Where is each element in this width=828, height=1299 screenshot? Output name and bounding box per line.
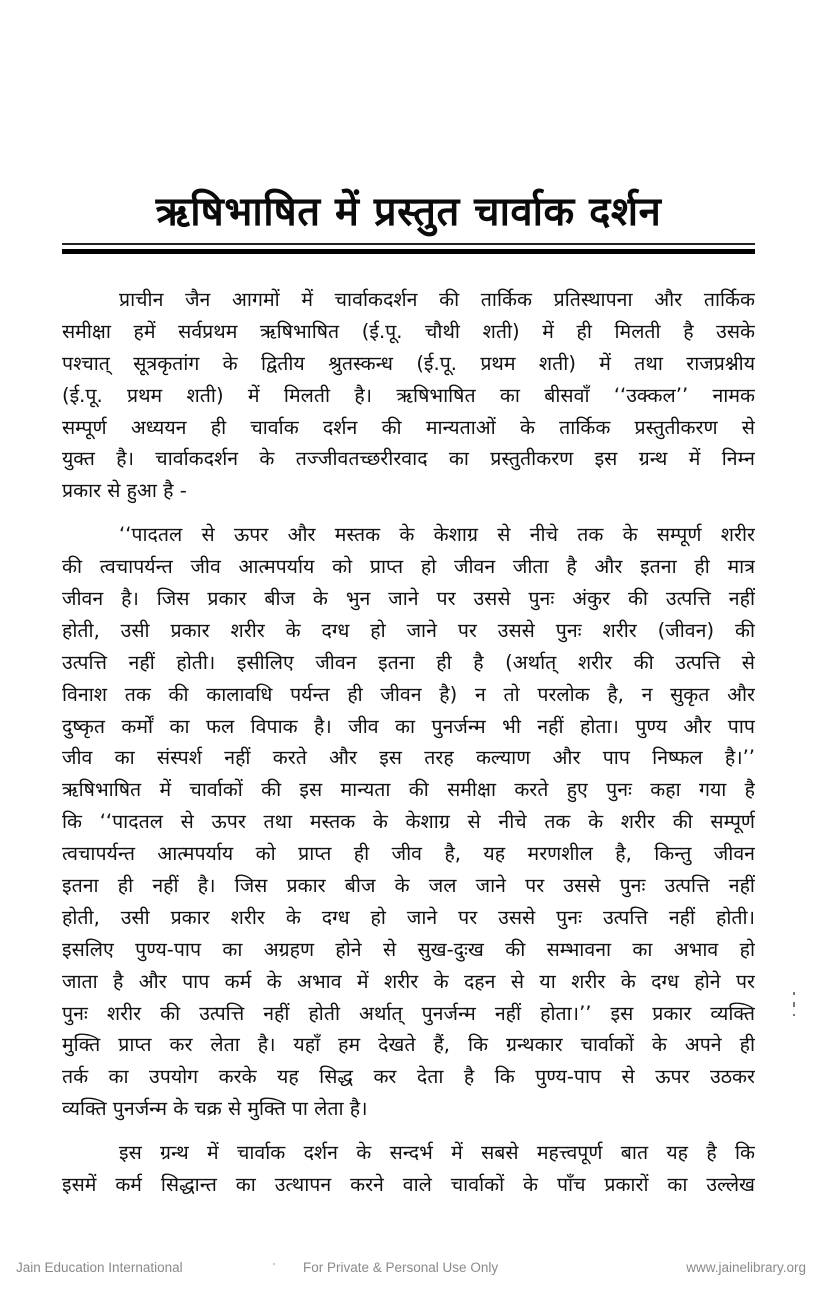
body-text bbox=[62, 284, 755, 1201]
text-line: पश्चात् सूत्रकृतांग के द्वितीय श्रुतस्कन्ध (ई.पू. प्रथम शती) में तथा राजप्रश्नीय bbox=[62, 351, 755, 375]
text-line: (ई.पू. प्रथम शती) में मिलती है। ऋषिभाषित का बीसवाँ ‘‘उक्कल’’ नामक bbox=[62, 383, 755, 407]
footer-separator-mark: ' bbox=[273, 1262, 275, 1273]
page-title: ऋषिभाषित में प्रस्तुत चार्वाक दर्शन bbox=[155, 189, 662, 235]
text-line: विनाश तक की कालावधि पर्यन्त ही जीवन है) न तो परलोक है, न सुकृत और bbox=[62, 682, 755, 706]
text-line: उत्पत्ति नहीं होती। इसीलिए जीवन इतना ही है (अर्थात् शरीर की उत्पत्ति से bbox=[62, 650, 755, 674]
text-line: पुनः शरीर की उत्पत्ति नहीं होती अर्थात् पुनर्जन्म नहीं होता।’’ इस प्रकार व्यक्ति bbox=[62, 1001, 755, 1025]
paragraph-gap bbox=[62, 1125, 755, 1137]
paragraph-gap bbox=[62, 507, 755, 519]
text-line: समीक्षा हमें सर्वप्रथम ऋषिभाषित (ई.पू. चौथी शती) में ही मिलती है उसके bbox=[62, 319, 755, 343]
text-line: इतना ही नहीं है। जिस प्रकार बीज के जल जाने पर उससे पुनः उत्पत्ति नहीं bbox=[62, 874, 755, 898]
text-line: कि ‘‘पादतल से ऊपर तथा मस्तक के केशाग्र से नीचे तक के शरीर की सम्पूर्ण bbox=[62, 810, 755, 834]
text-line: प्राचीन जैन आगमों में चार्वाकदर्शन की तार्किक प्रतिस्थापना और तार्किक bbox=[119, 288, 755, 311]
text-line: ऋषिभाषित में चार्वाकों की इस मान्यता की समीक्षा करते हुए पुनः कहा गया है bbox=[62, 778, 755, 802]
text-line: त्वचापर्यन्त आत्मपर्याय को प्राप्त ही जीव है, यह मरणशील है, किन्तु जीवन bbox=[62, 842, 755, 866]
paragraph-1 bbox=[62, 284, 755, 507]
text-line: जाता है और पाप कर्म के अभाव में शरीर के दहन से या शरीर के दग्ध होने पर bbox=[62, 969, 755, 993]
text-line: दुष्कृत कर्मों का फल विपाक है। जीव का पुनर्जन्म भी नहीं होता। पुण्य और पाप bbox=[62, 714, 755, 738]
margin-specks bbox=[791, 992, 797, 1022]
text-line: मुक्ति प्राप्त कर लेता है। यहाँ हम देखते हैं, कि ग्रन्थकार चार्वाकों के अपने ही bbox=[62, 1033, 755, 1057]
text-line: की त्वचापर्यन्त जीव आत्मपर्याय को प्राप्त हो जीवन जीता है और इतना ही मात्र bbox=[62, 555, 755, 579]
title-rule-thin bbox=[62, 243, 755, 245]
footer-publisher: Jain Education International bbox=[16, 1260, 183, 1275]
paragraph-3 bbox=[62, 1137, 755, 1201]
text-line: सम्पूर्ण अध्ययन ही चार्वाक दर्शन की मान्यताओं के तार्किक प्रस्तुतीकरण से bbox=[62, 415, 755, 439]
paragraph-2 bbox=[62, 519, 755, 1125]
text-line: युक्त है। चार्वाकदर्शन के तज्जीवतच्छरीरवाद का प्रस्तुतीकरण इस ग्रन्थ में निम्न bbox=[62, 447, 755, 471]
text-line: तर्क का उपयोग करके यह सिद्ध कर देता है कि पुण्य-पाप से ऊपर उठकर bbox=[62, 1065, 755, 1089]
text-line: इस ग्रन्थ में चार्वाक दर्शन के सन्दर्भ में सबसे महत्त्वपूर्ण बात यह है कि bbox=[119, 1141, 755, 1165]
title-rule-thick bbox=[62, 249, 755, 254]
text-line: जीवन है। जिस प्रकार बीज के भुन जाने पर उससे पुनः अंकुर की उत्पत्ति नहीं bbox=[62, 587, 755, 611]
footer-website-link[interactable]: www.jainelibrary.org bbox=[686, 1260, 806, 1275]
footer-usage-note: For Private & Personal Use Only bbox=[303, 1260, 499, 1275]
text-line: व्यक्ति पुनर्जन्म के चक्र से मुक्ति पा लेता है। bbox=[62, 1097, 368, 1121]
text-line: जीव का संस्पर्श नहीं करते और इस तरह कल्याण और पाप निष्फल है।’’ bbox=[62, 746, 755, 770]
text-line: होती, उसी प्रकार शरीर के दग्ध हो जाने पर उससे पुनः शरीर (जीवन) की bbox=[62, 618, 755, 642]
text-line: ‘‘पादतल से ऊपर और मस्तक के केशाग्र से नीचे तक के सम्पूर्ण शरीर bbox=[119, 523, 755, 547]
text-line: होती, उसी प्रकार शरीर के दग्ध हो जाने पर उससे पुनः उत्पत्ति नहीं होती। bbox=[62, 905, 755, 929]
page-footer bbox=[0, 1260, 828, 1280]
text-line: इसमें कर्म सिद्धान्त का उत्थापन करने वाले चार्वाकों के पाँच प्रकारों का उल्लेख bbox=[62, 1173, 755, 1197]
text-line: प्रकार से हुआ है - bbox=[62, 479, 187, 503]
text-line: इसलिए पुण्य-पाप का अग्रहण होने से सुख-दुःख की सम्भावना का अभाव हो bbox=[62, 937, 755, 961]
